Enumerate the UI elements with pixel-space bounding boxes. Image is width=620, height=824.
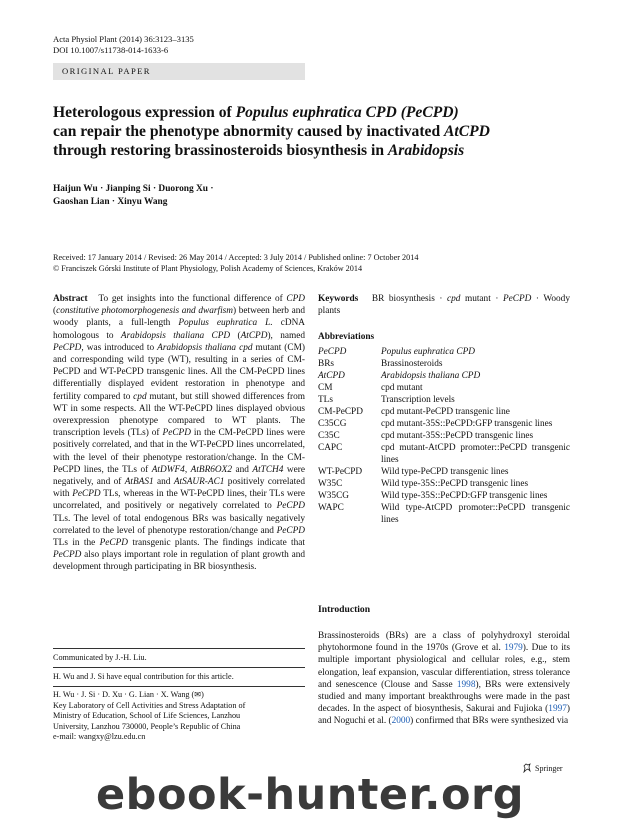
abbreviation-value: Wild type-35S::PeCPD transgenic lines [381,478,529,489]
watermark: ebook-hunter.org [96,770,524,820]
abstract-text: To get insights into the functional difference of [98,294,287,304]
title-italic: Populus euphratica CPD (PeCPD) [235,104,459,121]
abbreviation-value: cpd mutant-PeCPD transgenic line [381,406,510,417]
keyword-text: mutant · [460,294,503,304]
abbreviation-value: cpd mutant-35S::PeCPD:GFP transgenic lines [381,418,553,429]
abbreviation-key: AtCPD [318,370,345,381]
abstract-italic: PeCPD [53,342,82,353]
keywords [318,293,570,317]
abstract-italic: AtBAS1 [124,477,154,488]
abbreviation-row [318,466,570,478]
article-title [53,103,573,160]
publisher-name: Springer [535,763,563,773]
affiliation-authors: H. Wu · J. Si · D. Xu · G. Lian · X. Wang (✉) [53,690,204,699]
abstract-text: , was introduced to [81,342,158,353]
abbreviation-value: cpd mutant-AtCPD promoter::PeCPD transgenic lines [381,442,570,465]
abstract-text: also plays important role in regulation of plant growth and development through participating in BR biosynthesis. [53,550,305,573]
citation-link[interactable]: 1979 [504,643,523,654]
authors-line: Haijun Wu · Jianping Si · Duorong Xu · [53,184,214,194]
abstract-text: TLs. The level of total endogenous BRs was basically negatively correlated to the level of phenotype restoration/change and [53,513,305,536]
abstract-italic: Populus euphratica L. [178,318,273,329]
title-italic: Arabidopsis [387,142,465,159]
abbreviations-heading: Abbreviations [318,332,375,343]
communicated-note: Communicated by J.-H. Liu. [53,653,147,662]
footnote-rule [53,667,305,668]
abbreviation-key: PeCPD [318,346,347,357]
abstract-text: ( [53,306,57,317]
abstract-text: and [231,464,253,475]
abbreviation-key: WT-PeCPD [318,466,363,477]
abstract-italic: AtTCH4 [252,464,284,475]
abstract-text: cDNA homologous to [53,318,305,341]
authors [53,183,353,209]
intro-text: Brassinosteroids (BRs) are a class of polyhydroxyl steroidal phytohormone found in the 1970s (Grove et al. [318,631,570,654]
introduction-text [318,630,570,728]
affiliation-line: Ministry of Education, School of Life Sciences, Lanzhou [53,711,241,721]
abstract-italic: PeCPD [162,428,191,439]
abstract-italic: PeCPD [276,525,305,536]
keywords-and-abbreviations [318,293,570,526]
abbreviation-key: C35CG [318,418,347,429]
citation-link[interactable]: 1997 [548,704,567,715]
affiliation-line: University, Lanzhou 730000, People’s Republic of China [53,721,241,731]
abbreviation-row [318,370,570,382]
abbreviation-row [318,442,570,466]
abstract-italic: AtDWF4 [151,464,185,475]
abstract-text: ) between herb and woody plants, a full-length [53,306,305,329]
keyword-text: BR biosynthesis · [371,294,447,304]
keywords-heading: Keywords [318,294,359,304]
intro-text: ) and Noguchi et al. ( [318,704,570,727]
abstract-italic: AtCPD [240,330,268,341]
history-dates: Received: 17 January 2014 / Revised: 26 May 2014 / Accepted: 3 July 2014 / Published online: 7 October 2014 [53,253,419,262]
contact-email[interactable]: e-mail: wangxy@lzu.edu.cn [53,732,146,742]
abstract-italic: AtBR6OX2 [190,464,232,475]
journal-citation: Acta Physiol Plant (2014) 36:3123–3135 [53,34,194,44]
abbreviation-row [318,406,570,418]
abstract-italic: PeCPD [53,550,82,561]
copyright: © Franciszek Górski Institute of Plant Physiology, Polish Academy of Sciences, Kraków 2014 [53,264,363,273]
abstract-text: in the CM-PeCPD lines were positively correlated, and that in the WT-PeCPD lines uncorrelated, with the level of their phenotype restoration/change. In the CM-PeCPD lines, the TLs of [53,428,305,475]
abbreviation-key: W35CG [318,490,349,501]
abbreviation-value: Arabidopsis thaliana CPD [381,370,481,381]
intro-text: ), BRs were extensively studied and many important breakthroughs were made in the past decades. In the aspect of biosynthesis, Sakurai and Fujioka ( [318,679,570,715]
abbreviation-key: CAPC [318,442,343,453]
title-text: can repair the phenotype abnormity caused by inactivated [53,123,445,140]
keyword-italic: PeCPD [502,294,532,304]
abstract-text: mutant, but still showed differences from WT in some respects. All the WT-PeCPD lines displayed obvious overexpression phenotype compared to WT plants. The transcription levels (TLs) of [53,391,305,439]
abbreviation-value: Wild type-PeCPD transgenic lines [381,466,509,477]
keyword-text: · Woody plants [318,294,570,317]
abbreviation-row [318,418,570,430]
abstract-italic: PeCPD [276,501,305,512]
introduction-heading: Introduction [318,604,371,615]
abbreviation-key: CM [318,382,333,393]
abbreviation-row [318,394,570,406]
footnote-rule [53,648,305,649]
abbreviation-row [318,358,570,370]
abbreviation-key: C35C [318,430,340,441]
section-label: ORIGINAL PAPER [53,63,305,80]
title-text: Heterologous expression of [53,104,236,121]
abstract-heading: Abstract [53,294,88,304]
abbreviation-key: TLs [318,394,333,405]
abstract-italic: PeCPD [72,489,101,500]
abbreviation-value: Brassinosteroids [381,358,443,369]
abbreviation-row [318,382,570,394]
abstract-text: transgenic plants. The findings indicate that [128,538,305,549]
footnote-rule [53,686,305,687]
intro-text: ) confirmed that BRs were synthesized via [410,716,569,727]
abbreviation-value: Transcription levels [381,394,455,405]
abstract-text: TLs, whereas in the WT-PeCPD lines, their TLs were uncorrelated, and positively or negatively correlated to [53,489,305,512]
abstract-text: mutant (CM) and corresponding wild type (WT), resulting in a series of CM-PeCPD and WT-PeCPD transgenic lines. All the CM-PeCPD lines differentially displayed evident restoration in phenotype and fertility compared to [53,342,305,402]
abbreviation-row [318,490,570,502]
abbreviation-key: BRs [318,358,335,369]
citation-link[interactable]: 2000 [391,716,411,727]
title-text: through restoring brassinosteroids biosynthesis in [53,142,388,159]
abstract-italic: cpd [133,391,147,402]
abbreviation-value: cpd mutant [381,382,423,393]
abbreviation-key: CM-PeCPD [318,406,363,417]
abstract-italic: CPD [286,294,305,304]
citation-link[interactable]: 1998 [456,679,476,690]
abstract-text: , [184,464,191,475]
abbreviation-value: cpd mutant-35S::PeCPD transgenic lines [381,430,534,441]
affiliation-line: Key Laboratory of Cell Activities and Stress Adaptation of [53,700,246,710]
authors-line: Gaoshan Lian · Xinyu Wang [53,197,168,207]
abstract-italic: AtSAUR-AC1 [173,477,225,488]
intro-text: ). Due to its multiple important physiological and cellular roles, e.g., stem elongation, leaf expansion, vascular differentiation, stress tolerance and senescence (Clouse and Sasse [318,643,570,690]
abbreviation-key: W35C [318,478,343,489]
abstract-text: were negatively, and of [53,464,305,488]
affiliation [53,690,305,743]
keyword-italic: cpd [446,294,461,304]
abbreviations-table [318,346,570,526]
abstract-italic: Arabidopsis thaliana CPD [120,330,231,341]
abbreviation-row [318,346,570,358]
abstract-italic: Arabidopsis thaliana cpd [157,342,253,353]
abstract-text: ( [230,330,241,341]
abbreviation-value: Wild type-35S::PeCPD:GFP transgenic lines [381,490,548,501]
abstract-italic: PeCPD [99,538,129,549]
abstract [53,293,305,574]
equal-contribution-note: H. Wu and J. Si have equal contribution for this article. [53,672,234,681]
abbreviation-row [318,502,570,526]
title-italic: AtCPD [444,123,490,140]
abstract-italic: constitutive photomorphogenesis and dwarfism [56,306,233,317]
abstract-text: TLs in the [53,538,100,549]
abstract-text: and [153,477,174,488]
abbreviation-value: Populus euphratica CPD [381,346,475,357]
journal-info [53,34,194,56]
abbreviation-value: Wild type-AtCPD promoter::PeCPD transgenic lines [381,502,570,525]
abstract-text: positively correlated with [53,477,305,500]
doi: DOI 10.1007/s11738-014-1633-6 [53,45,169,55]
abbreviation-row [318,478,570,490]
abbreviation-key: WAPC [318,502,344,513]
abbreviation-row [318,430,570,442]
article-history [53,252,593,274]
abstract-text: ), named [267,330,306,341]
